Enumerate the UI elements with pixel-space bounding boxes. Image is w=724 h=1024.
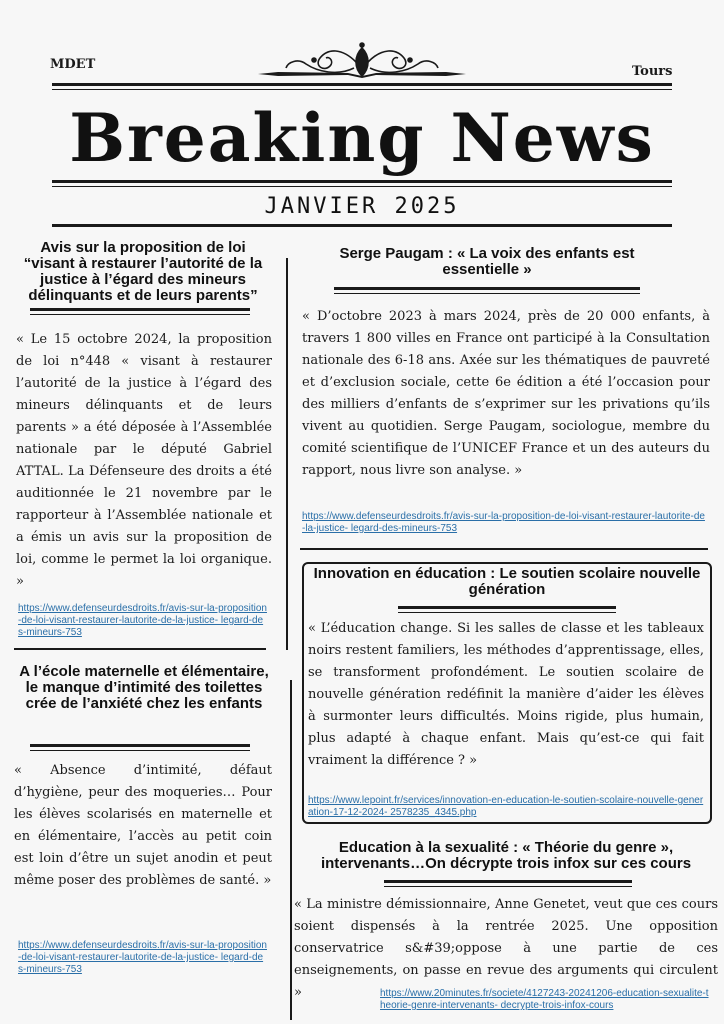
column-divider-top bbox=[286, 258, 288, 650]
article-4-rule bbox=[398, 606, 616, 609]
article-3-rule-thin bbox=[334, 293, 640, 294]
article-1-rule-thin bbox=[30, 314, 250, 315]
article-2-rule bbox=[30, 744, 250, 747]
article-5-headline: Education à la sexualité : « Théorie du genre », intervenants…On décrypte trois infox sur ces cours bbox=[320, 839, 692, 872]
article-4-body: « L’éducation change. Si les salles de classe et les tableaux noirs restent familiers, les méthodes d’apprentissage, elles, se transforment profondément. Le soutien scolaire de nouvelle génération redéfinit la manière d’aider les élèves à surmonter leurs difficultés. Moins rigide, plus humain, plus adapté à chaque enfant. Mais qu’est-ce qui fait vraiment la différence ? » bbox=[308, 621, 704, 768]
masthead-rule-bottom-thin bbox=[52, 186, 672, 187]
ornament-icon bbox=[258, 42, 466, 82]
article-4-headline: Innovation en éducation : Le soutien scolaire nouvelle génération bbox=[313, 565, 701, 598]
article-1-headline: Avis sur la proposition de loi “visant à restaurer l’autorité de la justice à l’égard des mineurs délinquants et de leurs parents” bbox=[23, 239, 263, 304]
masthead-rule-bottom bbox=[52, 180, 672, 183]
right-separator bbox=[300, 548, 708, 550]
left-separator bbox=[14, 648, 266, 650]
article-3-headline: Serge Paugam : « La voix des enfants est essentielle » bbox=[339, 245, 635, 278]
masthead-title: Breaking News bbox=[69, 99, 655, 177]
column-divider-bottom bbox=[290, 680, 292, 1020]
article-2-link[interactable]: https://www.defenseurdesdroits.fr/avis-sur-la-proposition-de-loi-visant-restaurer-lautorite-de-la-justice- legard-des-mineurs-753 bbox=[18, 940, 267, 975]
issue-date: JANVIER 2025 bbox=[264, 194, 460, 219]
article-2-body: « Absence d’intimité, défaut d’hygiène, peur des moqueries… Pour les élèves scolarisés en maternelle et en élémentaire, l’accès au petit coin est loin d’être un sujet anodin et peut même poser des problèmes de santé. » bbox=[14, 763, 272, 888]
article-1-rule bbox=[30, 308, 250, 311]
article-1-link[interactable]: https://www.defenseurdesdroits.fr/avis-sur-la-proposition-de-loi-visant-restaurer-lautorite-de-la-justice- legard-des-mineurs-753 bbox=[18, 603, 267, 638]
article-1-body: « Le 15 octobre 2024, la proposition de loi n°448 « visant à restaurer l’autorité de la justice à l’égard des mineurs délinquants et de leurs parents » a été déposée à l’Assemblée nationale par le député Gabriel ATTAL. La Défenseure des droits a été auditionnée le 21 novembre par le rapporteur à l’Assemblée nationale et a émis un avis sur la proposition de loi, comme le permet la loi organique. » bbox=[16, 332, 272, 589]
article-5-rule bbox=[384, 880, 632, 883]
article-4-rule-thin bbox=[398, 612, 616, 613]
masthead-rule-top bbox=[52, 83, 672, 86]
article-5-link[interactable]: https://www.20minutes.fr/societe/4127243-20241206-education-sexualite-theorie-genre-intervenants- decrypte-trois-infox-cours bbox=[380, 988, 709, 1011]
article-2-rule-thin bbox=[30, 750, 250, 751]
date-rule bbox=[52, 224, 672, 227]
header-left-label: MDET bbox=[50, 57, 96, 72]
article-2-headline: A l’école maternelle et élémentaire, le manque d’intimité des toilettes crée de l’anxiété chez les enfants bbox=[19, 663, 269, 712]
article-5-body: « La ministre démissionnaire, Anne Genetet, veut que ces cours soient dispensés à la rentrée 2025. Une opposition conservatrice s&#39;oppose à une partie de ces enseignements, on passe en revue des arguments qui circulent » bbox=[294, 897, 718, 1000]
masthead-rule-top-thin bbox=[52, 89, 672, 90]
header-right-label: Tours bbox=[632, 64, 673, 79]
article-3-link[interactable]: https://www.defenseurdesdroits.fr/avis-sur-la-proposition-de-loi-visant-restaurer-lautorite-de-la-justice- legard-des-mineurs-753 bbox=[302, 511, 705, 534]
article-5-rule-thin bbox=[384, 886, 632, 887]
article-3-rule bbox=[334, 287, 640, 290]
article-4-link[interactable]: https://www.lepoint.fr/services/innovation-en-education-le-soutien-scolaire-nouvelle-generation-17-12-2024- 2578235_4345.php bbox=[308, 795, 704, 818]
article-3-body: « D’octobre 2023 à mars 2024, près de 20 000 enfants, à travers 1 800 villes en France ont participé à la Consultation nationale des 6-18 ans. Axée sur les thématiques de pauvreté et d’exclusion sociale, cette 6e édition a été l’occasion pour des milliers d’enfants de s’exprimer sur les privations qu’ils vivent au quotidien. Serge Paugam, sociologue, membre du comité scientifique de l’UNICEF France et un des auteurs du rapport, nous livre son analyse. » bbox=[302, 309, 710, 478]
